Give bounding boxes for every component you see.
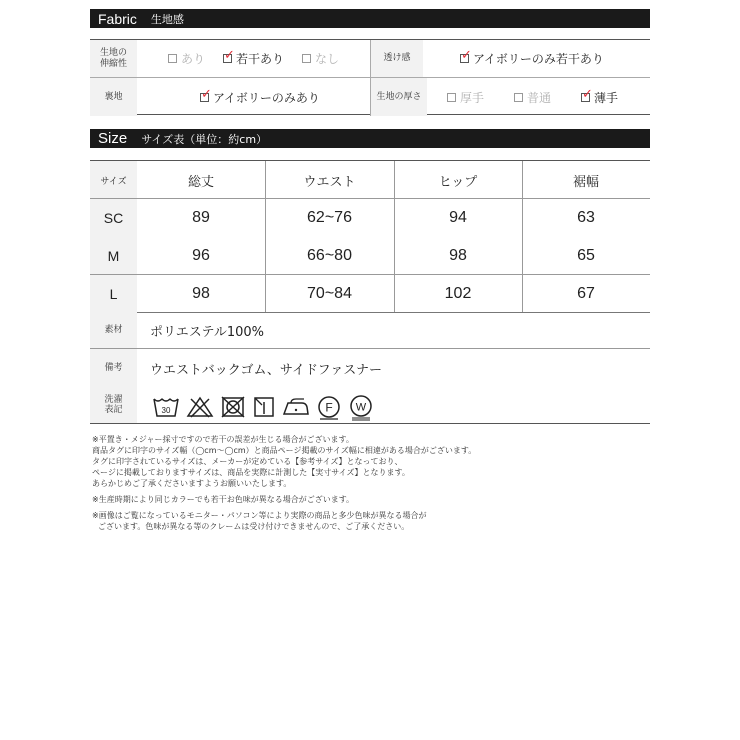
cell-waist: 62~76 (307, 209, 352, 226)
care-icons (152, 395, 374, 421)
wash-30-icon (152, 395, 180, 419)
note-line: ございます。色味が異なる等のクレームは受け付けできませんので、ご了承ください。 (98, 522, 410, 531)
care-label-line1: 洗濯 (104, 395, 123, 405)
no-bleach-icon (186, 395, 214, 419)
checkbox-icon (168, 54, 177, 63)
checkbox-icon (302, 54, 311, 63)
sheer-options (460, 40, 622, 77)
header-hem-width: 裾幅 (572, 174, 599, 190)
stretch-option-ari (168, 50, 205, 67)
stretch-label (90, 40, 137, 77)
cell-hem-width: 65 (577, 247, 595, 264)
remarks-label: 備考 (90, 349, 137, 387)
sheer-label (371, 40, 423, 77)
header-size: サイズ (90, 161, 137, 199)
fabric-row-2 (90, 78, 650, 116)
size-header-bar (90, 129, 650, 148)
note-line: ※画像はご覧になっているモニター・パソコン等により実際の商品と多少色味が異なる場合が (92, 511, 427, 520)
option-label: なし (315, 52, 340, 66)
thickness-option-futsuu (514, 89, 551, 106)
option-label: アイボリーのみあり (213, 90, 320, 105)
lining-options (200, 78, 338, 116)
size-table-header (90, 161, 650, 199)
thickness-label (371, 78, 427, 116)
wash-temp-text: 30 (161, 406, 171, 415)
table-row (90, 199, 650, 237)
table-row (90, 237, 650, 275)
remarks-row (90, 349, 650, 387)
hang-dry-shade-icon (252, 395, 276, 419)
wet-clean-letter: W (355, 401, 367, 414)
note-line: ※平置き・メジャー採寸ですので若干の誤差が生じる場合がございます。 (92, 435, 354, 444)
note-line: ページに掲載しておりますサイズは、商品を実際に計測した【実寸サイズ】となります。 (92, 468, 410, 477)
divider (265, 161, 266, 313)
size-table (90, 160, 650, 302)
header-hip: ヒップ (438, 174, 478, 190)
care-label-line2: 表記 (104, 405, 123, 415)
thickness-option-usude (581, 86, 619, 106)
dry-clean-f-icon (316, 395, 342, 421)
wet-clean-w-icon (348, 395, 374, 421)
cell-total-length: 96 (192, 247, 210, 264)
material-value: ポリエステル100% (150, 324, 264, 340)
checked-checkbox-icon: ✓ (582, 86, 593, 102)
fabric-table (90, 39, 650, 115)
note-line: あらかじめご了承くださいますようお願いいたします。 (92, 479, 292, 488)
fabric-title: Fabric (98, 10, 137, 27)
stretch-label-line2: 伸縮性 (99, 58, 127, 69)
row-size: M (90, 237, 137, 275)
note-line: タグに印字されているサイズは、メーカーが定めている【参考サイズ】となっており、 (92, 457, 403, 466)
no-tumble-dry-icon (220, 395, 246, 419)
sheer-label-text: 透け感 (383, 53, 411, 63)
sheer-option-ivory (460, 50, 604, 67)
care-label (90, 387, 137, 423)
thickness-option-atsude (447, 89, 484, 106)
thickness-label-text: 生地の厚さ (376, 91, 422, 102)
stretch-options (168, 40, 357, 77)
row-size: L (90, 275, 137, 313)
cell-waist: 70~84 (307, 285, 352, 302)
cell-hem-width: 67 (577, 285, 595, 302)
fabric-subtitle: 生地感 (150, 12, 184, 26)
checkbox-icon (514, 93, 523, 102)
table-row (90, 275, 650, 313)
fabric-row-1 (90, 40, 650, 78)
cell-waist: 66~80 (307, 247, 352, 264)
header-waist: ウエスト (303, 174, 356, 190)
fabric-header-bar (90, 9, 650, 28)
stretch-label-line1: 生地の (99, 47, 127, 58)
cell-hem-width: 63 (577, 209, 595, 226)
remarks-value: ウエストバックゴム、サイドファスナー (150, 362, 383, 378)
notes (92, 434, 652, 532)
size-title: Size (98, 130, 128, 147)
note-line: 商品タグに印字のサイズ幅（◯cm〜◯cm）と商品ページ掲載のサイズ幅に相違がある場合がございます。 (92, 446, 477, 455)
material-row (90, 312, 650, 349)
option-label: 薄手 (594, 90, 619, 105)
cell-hip: 98 (449, 247, 467, 264)
option-label: あり (181, 52, 206, 66)
checked-checkbox-icon: ✓ (201, 86, 212, 102)
row-size: SC (90, 199, 137, 237)
size-subtitle: サイズ表（単位：約cm） (141, 132, 268, 146)
lining-label (90, 78, 137, 116)
dry-clean-letter: F (325, 400, 333, 415)
lining-label-text: 裏地 (104, 91, 123, 102)
care-row (90, 387, 650, 424)
note-line: ※生産時期により同じカラーでも若干お色味が異なる場合がございます。 (92, 495, 355, 504)
divider (522, 161, 523, 313)
thickness-options (447, 78, 636, 116)
lining-option-ivory (200, 86, 320, 106)
header-total-length: 総丈 (187, 174, 214, 190)
option-label: 普通 (527, 90, 552, 105)
cell-total-length: 98 (192, 285, 210, 302)
cell-hip: 102 (444, 285, 472, 302)
option-label: アイボリーのみ若干あり (473, 52, 604, 66)
iron-low-icon (282, 395, 310, 419)
cell-total-length: 89 (192, 209, 210, 226)
cell-hip: 94 (449, 209, 467, 226)
option-label: 厚手 (460, 90, 485, 105)
material-label: 素材 (90, 312, 137, 348)
checked-checkbox-icon: ✓ (461, 48, 472, 63)
divider (394, 161, 395, 313)
option-label: 若干あり (236, 52, 285, 66)
stretch-option-nashi (302, 50, 339, 67)
checked-checkbox-icon: ✓ (224, 48, 235, 63)
stretch-option-jakkan (223, 50, 284, 67)
checkbox-icon (447, 93, 456, 102)
